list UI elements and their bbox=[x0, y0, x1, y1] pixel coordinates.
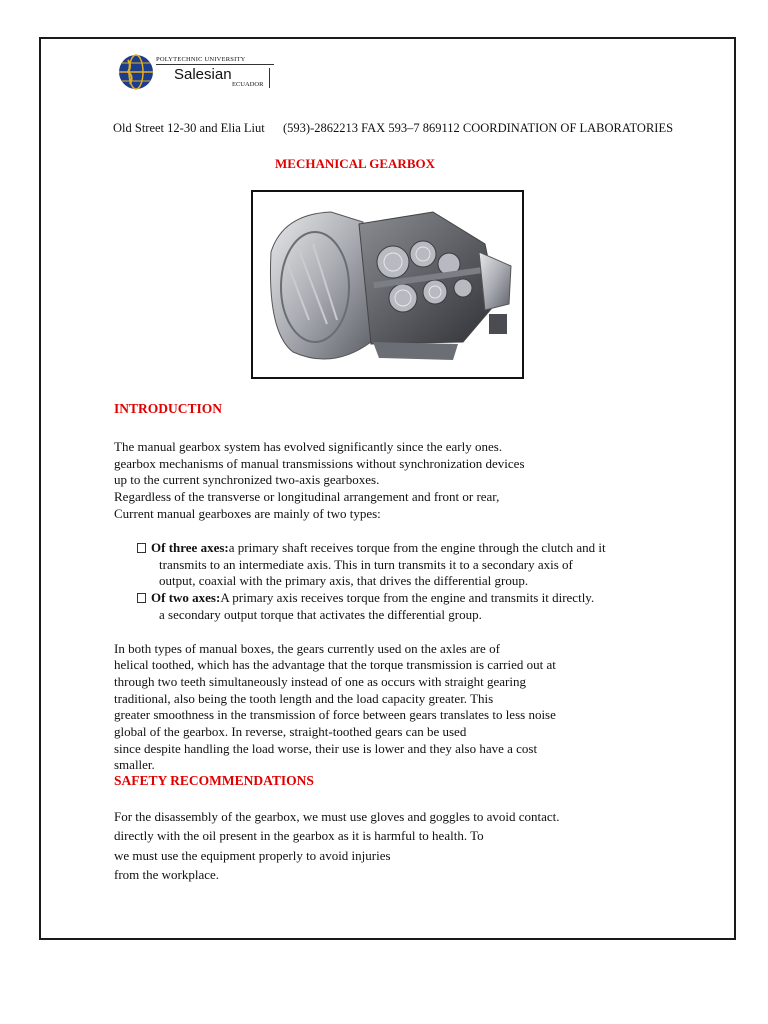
header-contact: (593)-2862213 FAX 593–7 869112 COORDINATION OF LABORATORIES bbox=[283, 121, 674, 135]
paragraph-line: since despite handling the load worse, their use is lower and they also have a cost bbox=[114, 741, 538, 756]
bullet-text: a primary shaft receives torque from the engine through the clutch and it bbox=[228, 540, 606, 555]
intro-line: Current manual gearboxes are mainly of two types: bbox=[114, 506, 381, 521]
bullet-continuation: a secondary output torque that activates the differential group. bbox=[159, 607, 482, 622]
bullet-continuation: transmits to an intermediate axis. This in turn transmits it to a secondary axis of bbox=[159, 557, 573, 572]
safety-line: For the disassembly of the gearbox, we must use gloves and goggles to avoid contact. bbox=[114, 809, 560, 824]
bullet-item bbox=[137, 590, 594, 606]
checkbox-bullet-icon bbox=[137, 593, 146, 603]
bullet-label: Of three axes: bbox=[151, 540, 229, 555]
safety-line: we must use the equipment properly to avoid injuries bbox=[114, 848, 391, 863]
paragraph-line: through two teeth simultaneously instead of one as occurs with straight gearing bbox=[114, 674, 526, 689]
introduction-heading: INTRODUCTION bbox=[114, 401, 223, 416]
paragraph-line: global of the gearbox. In reverse, straight-toothed gears can be used bbox=[114, 724, 467, 739]
safety-heading: SAFETY RECOMMENDATIONS bbox=[114, 773, 314, 788]
logo-university-text: POLYTECHNIC UNIVERSITY bbox=[156, 56, 246, 63]
header-address: Old Street 12-30 and Elia Liut bbox=[113, 121, 265, 135]
paragraph-line: In both types of manual boxes, the gears currently used on the axles are of bbox=[114, 641, 500, 656]
intro-line: The manual gearbox system has evolved significantly since the early ones. bbox=[114, 439, 503, 454]
logo-divider bbox=[156, 64, 274, 65]
document-title: MECHANICAL GEARBOX bbox=[275, 156, 435, 171]
bullet-item bbox=[137, 540, 606, 556]
gearbox-figure bbox=[251, 190, 524, 379]
paragraph-line: traditional, also being the tooth length and the load capacity greater. This bbox=[114, 691, 494, 706]
bullet-continuation: output, coaxial with the primary axis, that drives the differential group. bbox=[159, 573, 529, 588]
bullet-label: Of two axes: bbox=[151, 590, 221, 605]
safety-line: from the workplace. bbox=[114, 867, 220, 882]
university-logo bbox=[116, 52, 276, 92]
gearbox-icon bbox=[253, 192, 522, 377]
intro-line: gearbox mechanisms of manual transmissions without synchronization devices bbox=[114, 456, 525, 471]
bullet-text: A primary axis receives torque from the engine and transmits it directly. bbox=[220, 590, 595, 605]
intro-line: Regardless of the transverse or longitudinal arrangement and front or rear, bbox=[114, 489, 500, 504]
checkbox-bullet-icon bbox=[137, 543, 146, 553]
paragraph-line: smaller. bbox=[114, 757, 155, 772]
logo-divider-vertical bbox=[269, 68, 270, 88]
logo-name-text: Salesian bbox=[174, 66, 232, 83]
document-page bbox=[39, 37, 736, 940]
paragraph-line: helical toothed, which has the advantage that the torque transmission is carried out at bbox=[114, 657, 556, 672]
globe-icon bbox=[116, 52, 156, 92]
intro-line: up to the current synchronized two-axis gearboxes. bbox=[114, 472, 380, 487]
logo-country-text: ECUADOR bbox=[232, 81, 264, 88]
paragraph-line: greater smoothness in the transmission of force between gears translates to less noise bbox=[114, 707, 556, 722]
safety-line: directly with the oil present in the gearbox as it is harmful to health. To bbox=[114, 828, 484, 843]
